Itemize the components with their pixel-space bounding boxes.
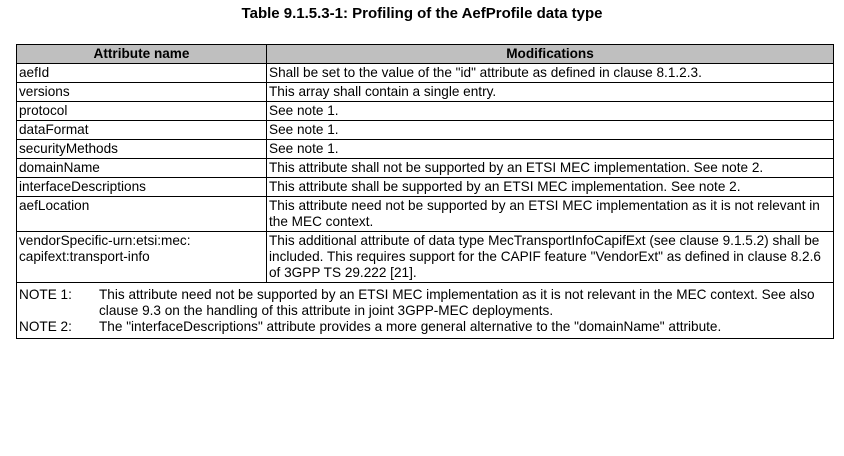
- attribute-name-header: Attribute name: [17, 45, 267, 64]
- note-label: NOTE 2:: [19, 319, 72, 334]
- table-row: [17, 83, 834, 102]
- modification-cell: This array shall contain a single entry.: [267, 83, 834, 102]
- table-row: [17, 102, 834, 121]
- modification-cell: See note 1.: [267, 140, 834, 159]
- table-row: [17, 64, 834, 83]
- table-row: [17, 178, 834, 197]
- modifications-header: Modifications: [267, 45, 834, 64]
- attribute-cell: versions: [17, 83, 267, 102]
- note-2: [19, 319, 831, 335]
- attribute-cell: protocol: [17, 102, 267, 121]
- attribute-cell: securityMethods: [17, 140, 267, 159]
- note-text: The "interfaceDescriptions" attribute provides a more general alternative to the "domainName" attribute.: [99, 319, 722, 334]
- table-header-row: [17, 45, 834, 64]
- attribute-cell: aefLocation: [17, 197, 267, 232]
- table-row: [17, 232, 834, 283]
- attribute-cell: vendorSpecific-urn:etsi:mec: capifext:transport-info: [17, 232, 267, 283]
- attribute-cell: aefId: [17, 64, 267, 83]
- modification-cell: This attribute shall not be supported by an ETSI MEC implementation. See note 2.: [267, 159, 834, 178]
- table-caption: Table 9.1.5.3-1: Profiling of the AefProfile data type: [241, 5, 603, 22]
- attribute-cell: domainName: [17, 159, 267, 178]
- table-row: [17, 140, 834, 159]
- modification-cell: This additional attribute of data type MecTransportInfoCapifExt (see clause 9.1.5.2) shall be included. This requires support for the CAPIF feature "VendorExt" as defined in clause 8.2.6 of 3GPP TS 29.222 [21].: [267, 232, 834, 283]
- modification-cell: This attribute need not be supported by an ETSI MEC implementation as it is not relevant in the MEC context.: [267, 197, 834, 232]
- modification-cell: This attribute shall be supported by an ETSI MEC implementation. See note 2.: [267, 178, 834, 197]
- note-1: [19, 287, 831, 319]
- modification-cell: See note 1.: [267, 121, 834, 140]
- table-row: [17, 197, 834, 232]
- attribute-cell: dataFormat: [17, 121, 267, 140]
- attribute-cell: interfaceDescriptions: [17, 178, 267, 197]
- aef-profile-table: [16, 44, 834, 339]
- table-row: [17, 159, 834, 178]
- modification-cell: Shall be set to the value of the "id" attribute as defined in clause 8.1.2.3.: [267, 64, 834, 83]
- table-row: [17, 121, 834, 140]
- notes-row: [17, 283, 834, 339]
- note-label: NOTE 1:: [19, 287, 72, 302]
- modification-cell: See note 1.: [267, 102, 834, 121]
- note-text: This attribute need not be supported by an ETSI MEC implementation as it is not relevant in the MEC context. See also clause 9.3 on the handling of this attribute in joint 3GPP-MEC deployments.: [99, 287, 815, 318]
- notes-cell: [17, 283, 834, 339]
